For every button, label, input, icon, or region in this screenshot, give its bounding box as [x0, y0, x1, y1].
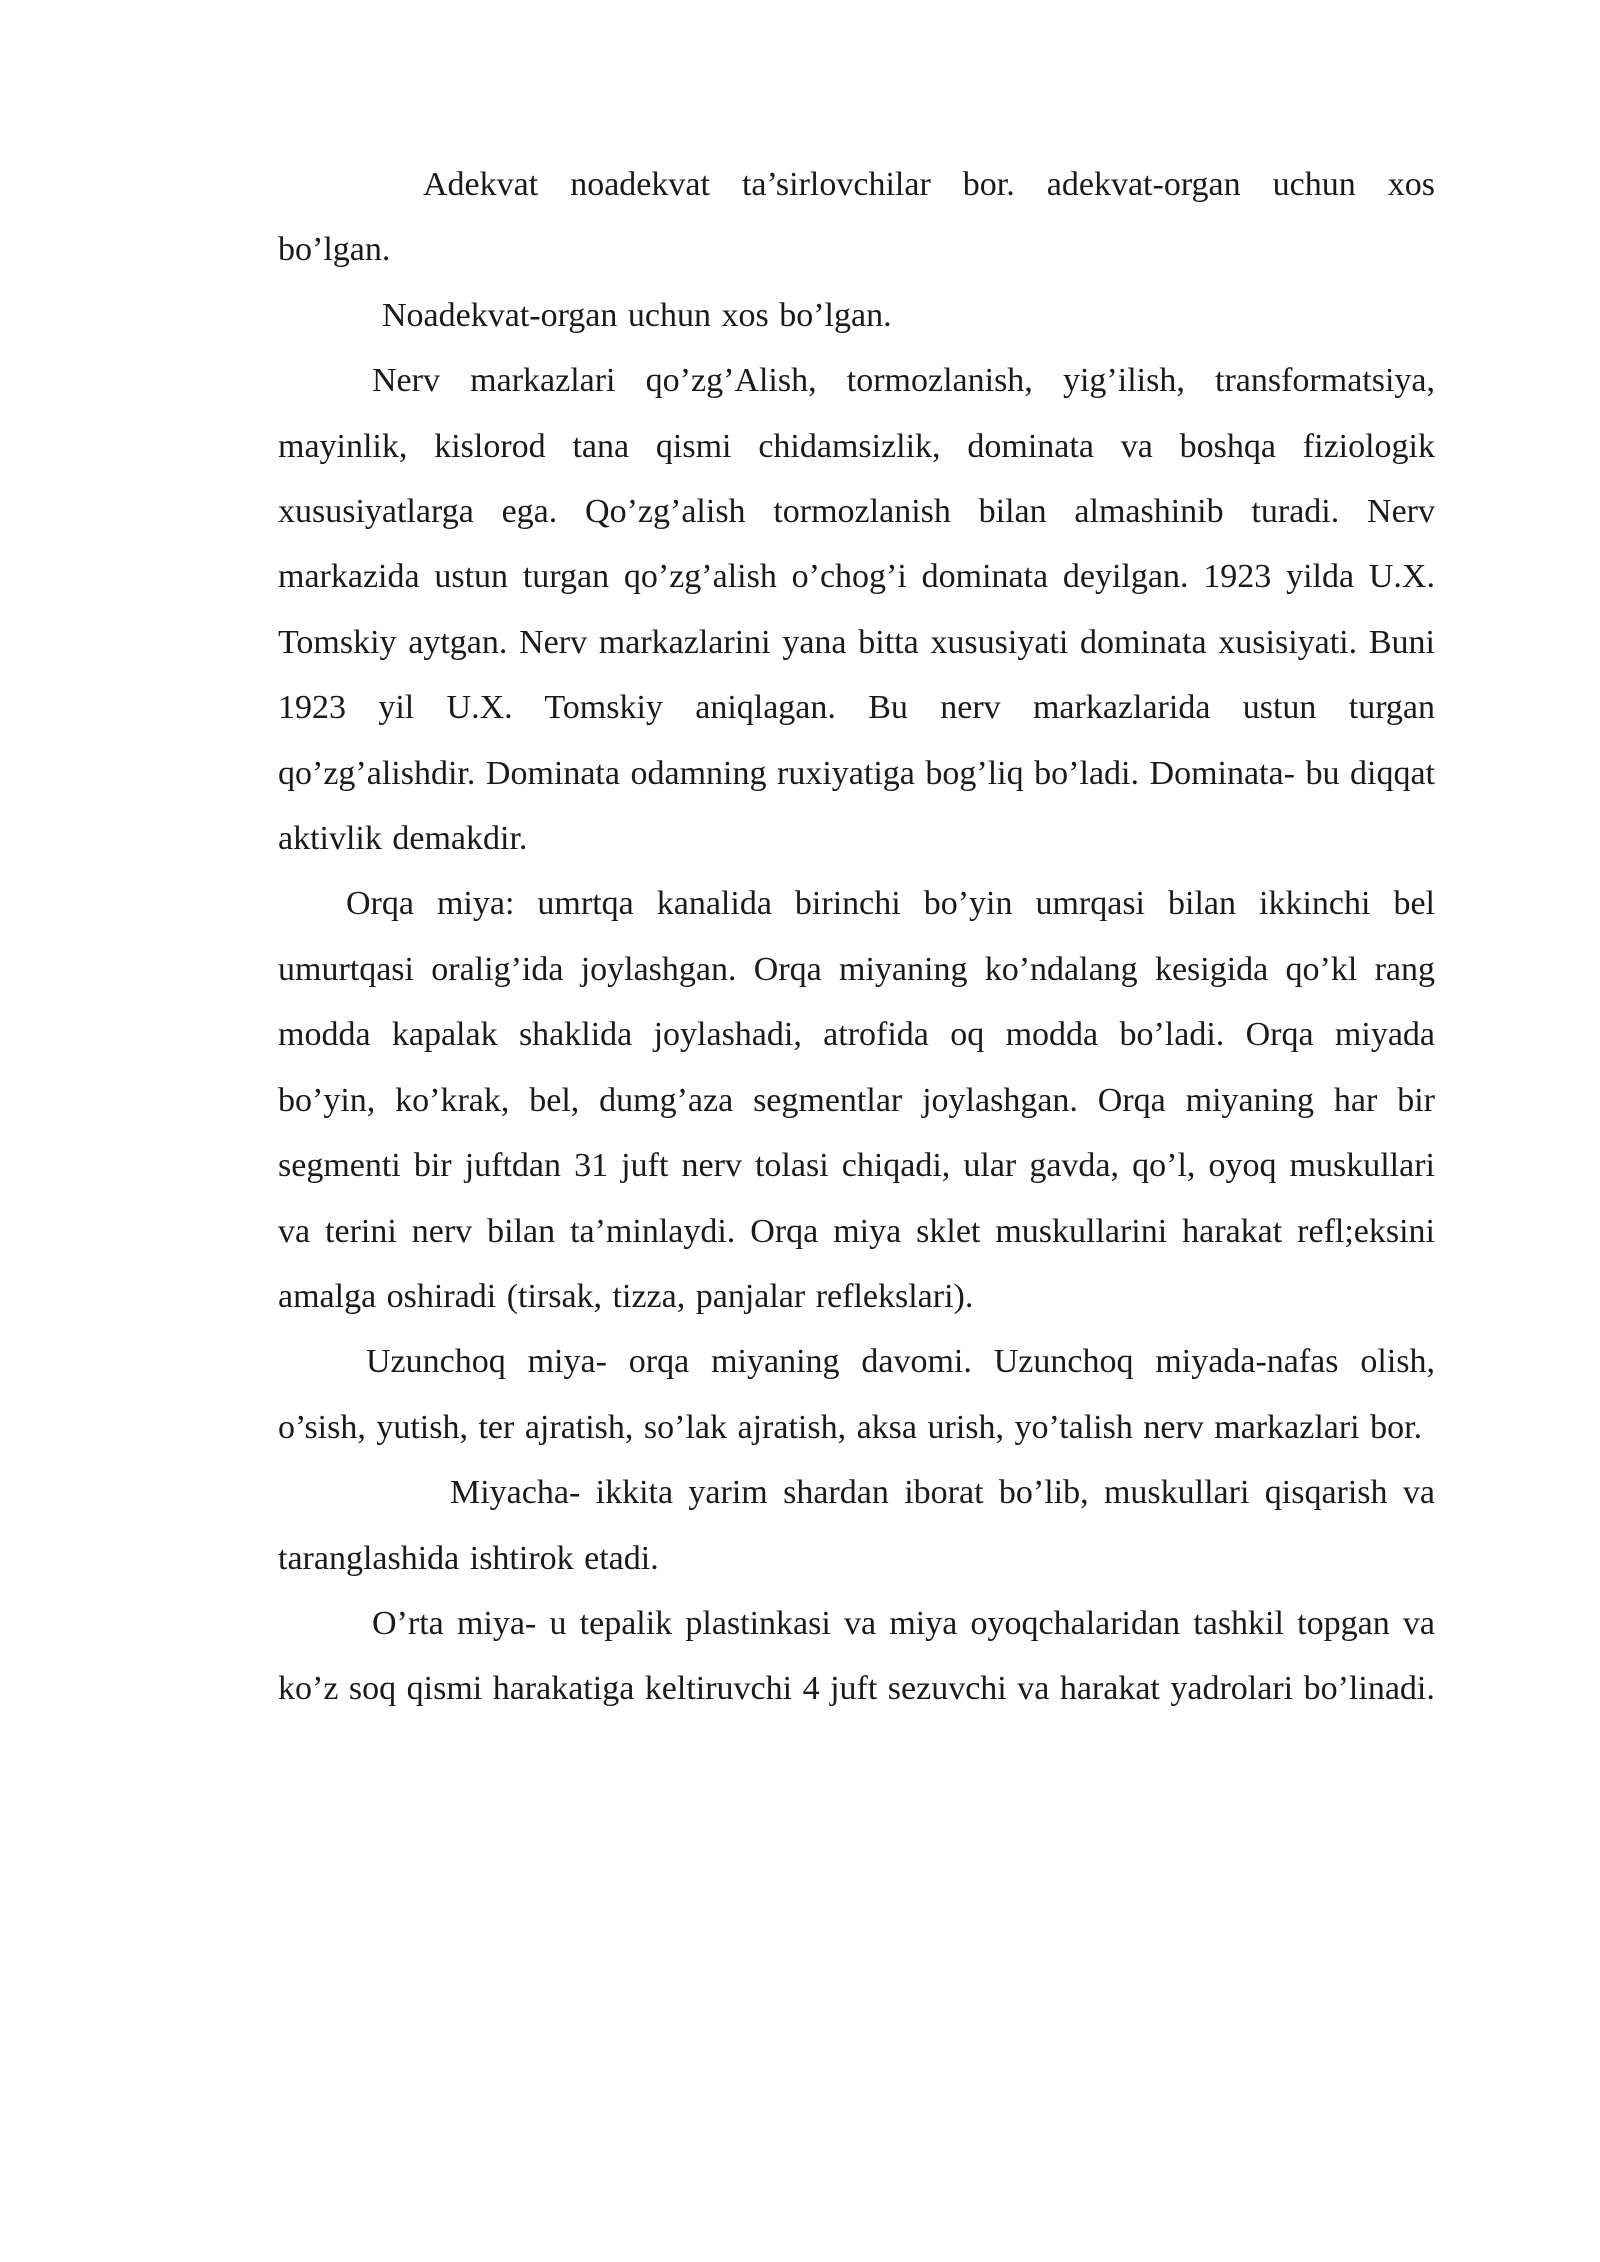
- paragraph-adekvat: Adekvat noadekvat ta’sirlovchilar bor. adekvat-organ uchun xos bo’lgan.: [278, 166, 1435, 269]
- paragraph-nerv-markazlari: Nerv markazlari qo’zg’Alish, tormozlanish, yig’ilish, transformatsiya, mayinlik, kislorod tana qismi chidamsizlik, dominata va boshqa fiziologik xususiyatlarga ega. Qo’zg’alish tormozlanish bilan almashinib turadi. Nerv markazida ustun turgan qo’zg’alish o’chog’i dominata deyilgan. 1923 yilda U.X. Tomskiy aytgan. Nerv markazlarini yana bitta xususiyati dominata xusisiyati. Buni 1923 yil U.X. Tomskiy aniqlagan. Bu nerv markazlarida ustun turgan qo’zg’alishdir. Dominata odamning ruxiyatiga bog’liq bo’ladi. Dominata- bu diqqat aktivlik demakdir.: [278, 362, 1435, 858]
- paragraph-uzunchoq-miya: Uzunchoq miya- orqa miyaning davomi. Uzunchoq miyada-nafas olish, o’sish, yutish, ter ajratish, so’lak ajratish, aksa urish, yo’talish nerv markazlari bor.: [278, 1343, 1435, 1446]
- document-body: [278, 152, 1435, 1722]
- paragraph-orta-miya: O’rta miya- u tepalik plastinkasi va miya oyoqchalaridan tashkil topgan va ko’z soq qismi harakatiga keltiruvchi 4 juft sezuvchi va harakat yadrolari bo’linadi.: [278, 1604, 1435, 1708]
- paragraph-miyacha: Miyacha- ikkita yarim shardan iborat bo’lib, muskullari qisqarish va taranglashida ishtirok etadi.: [278, 1474, 1435, 1577]
- paragraph-noadekvat: Noadekvat-organ uchun xos bo’lgan.: [382, 296, 892, 334]
- paragraph-orqa-miya: Orqa miya: umrtqa kanalida birinchi bo’yin umrqasi bilan ikkinchi bel umurtqasi oralig’ida joylashgan. Orqa miyaning ko’ndalang kesigida qo’kl rang modda kapalak shaklida joylashadi, atrofida oq modda bo’ladi. Orqa miyada bo’yin, ko’krak, bel, dumg’aza segmentlar joylashgan. Orqa miyaning har bir segmenti bir juftdan 31 juft nerv tolasi chiqadi, ular gavda, qo’l, oyoq muskullari va terini nerv bilan ta’minlaydi. Orqa miya sklet muskullarini harakat refl;eksini amalga oshiradi (tirsak, tizza, panjalar reflekslari).: [278, 885, 1435, 1315]
